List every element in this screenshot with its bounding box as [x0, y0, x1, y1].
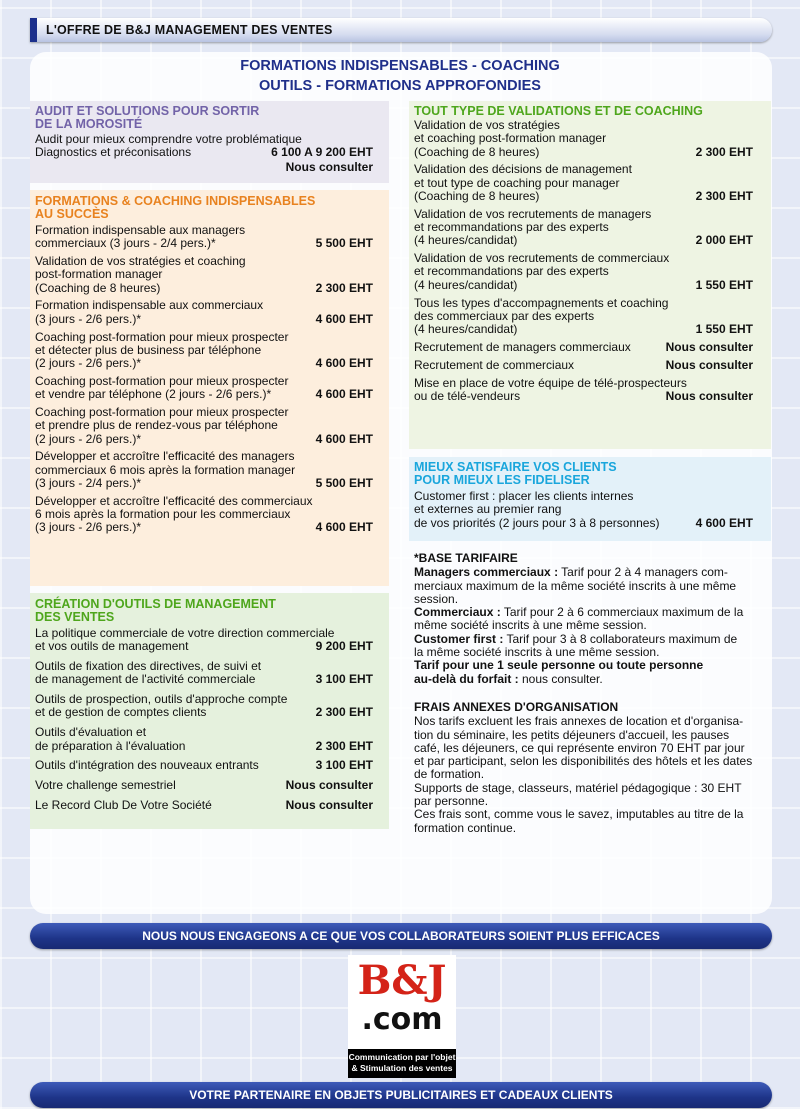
- frais-line: tion du séminaire, les petits déjeuners d'accueil, les pauses: [414, 727, 730, 742]
- audit-line: Audit pour mieux comprendre votre problématique: [35, 132, 302, 146]
- formation-item-text: Formation indispensable aux commerciaux: [35, 298, 264, 313]
- base-text: Tarif pour 2 à 4 managers com-: [558, 565, 728, 580]
- validation-item: [414, 252, 753, 292]
- base-text: Tarif pour 2 à 6 commerciaux maximum de la: [500, 605, 744, 620]
- frais-line: de formation.: [414, 767, 485, 782]
- outils-list: [35, 627, 373, 812]
- outil-item-price: 2 300 EHT: [315, 705, 373, 720]
- validation-item: [414, 377, 753, 404]
- base-single-person: Tarif pour une 1 seule personne ou toute personne: [414, 658, 704, 673]
- validation-item-text: (4 heures/candidat): [414, 233, 518, 248]
- outil-item-text: Outils d'évaluation et: [35, 725, 147, 740]
- base-text: session.: [414, 591, 459, 606]
- validation-item-price: 2 000 EHT: [695, 233, 753, 248]
- base-label-commerciaux: Commerciaux :: [414, 605, 501, 620]
- validation-item-text: Validation de vos recrutements de commerciaux: [414, 251, 670, 266]
- base-beyond-label: au-delà du forfait :: [414, 671, 519, 686]
- formation-item-text: et prendre plus de rendez-vous par téléphone: [35, 418, 278, 433]
- engagement-banner: NOUS NOUS ENGAGEONS A CE QUE VOS COLLABORATEURS SOIENT PLUS EFFICACES: [30, 923, 772, 949]
- validation-item: [414, 341, 753, 354]
- logo-tagline: [348, 1049, 456, 1078]
- outil-item: [35, 660, 373, 687]
- formation-item-text: et détecter plus de business par téléphone: [35, 342, 262, 357]
- validation-item-text: (Coaching de 8 heures): [414, 144, 540, 159]
- outil-item-text: de management de l'activité commerciale: [35, 672, 256, 687]
- validation-item-price: 1 550 EHT: [695, 322, 753, 337]
- validation-item: [414, 163, 753, 203]
- formation-item-price: 5 500 EHT: [315, 476, 373, 491]
- validation-item-price: Nous consulter: [665, 388, 753, 403]
- base-text: nous consulter.: [518, 671, 603, 686]
- validation-item-text: des commerciaux par des experts: [414, 308, 595, 323]
- formation-item-text: Développer et accroître l'efficacité des commerciaux: [35, 493, 313, 508]
- clients-line: et externes au premier rang: [414, 502, 562, 517]
- validation-item-price: Nous consulter: [665, 339, 753, 354]
- bj-logo: [348, 955, 456, 1078]
- validation-item: [414, 297, 753, 337]
- validation-item-price: 1 550 EHT: [695, 277, 753, 292]
- main-heading-line-2: OUTILS - FORMATIONS APPROFONDIES: [259, 78, 541, 94]
- outil-item-text: La politique commerciale de votre direction commerciale: [35, 626, 335, 640]
- outil-item: [35, 627, 373, 654]
- formation-item-text: Coaching post-formation pour mieux prospecter: [35, 373, 289, 388]
- formation-item-text: (3 jours - 2/6 pers.)*: [35, 520, 142, 535]
- validations-box: [409, 101, 771, 449]
- formation-item-text: Développer et accroître l'efficacité des managers: [35, 449, 295, 464]
- clients-line: de vos priorités (2 jours pour 3 à 8 personnes): [414, 515, 660, 530]
- outil-item-price: 3 100 EHT: [315, 758, 373, 773]
- outil-item-text: Outils d'intégration des nouveaux entrants: [35, 758, 259, 773]
- outil-item-text: et vos outils de management: [35, 639, 189, 654]
- outil-item-text: de préparation à l'évaluation: [35, 738, 186, 753]
- frais-line: Supports de stage, classeurs, matériel pédagogique : 30 EHT: [414, 780, 742, 795]
- outil-item-price: 3 100 EHT: [315, 672, 373, 687]
- frais-line: par personne.: [414, 794, 489, 809]
- formation-item-text: 6 mois après la formation pour les commerciaux: [35, 507, 291, 522]
- header-title: L'OFFRE DE B&J MANAGEMENT DES VENTES: [46, 23, 333, 37]
- formation-item-text: (3 jours - 2/4 pers.)*: [35, 476, 142, 491]
- outil-item-text: Outils de prospection, outils d'approche compte: [35, 692, 288, 707]
- validation-item: [414, 119, 753, 159]
- formation-item: [35, 224, 373, 251]
- formation-item: [35, 450, 373, 490]
- validation-item-text: et recommandations par des experts: [414, 220, 609, 235]
- formation-item-price: 2 300 EHT: [315, 280, 373, 295]
- formation-item-price: 5 500 EHT: [315, 236, 373, 251]
- formation-item-price: 4 600 EHT: [315, 356, 373, 371]
- formation-item-text: commerciaux 6 mois après la formation manager: [35, 462, 296, 477]
- logo-tagline-line-2: & Stimulation des ventes: [351, 1063, 453, 1073]
- validation-item: [414, 208, 753, 248]
- outil-item-price: Nous consulter: [285, 778, 373, 793]
- validation-item-text: Validation de vos stratégies: [414, 118, 560, 132]
- clients-line: Customer first : placer les clients internes: [414, 489, 634, 503]
- outil-item-price: 9 200 EHT: [315, 639, 373, 654]
- frais-line: café, les déjeuners, ce qui représente environ 70 EHT par jour: [414, 740, 745, 755]
- validation-item-text: Recrutement de managers commerciaux: [414, 339, 631, 354]
- validation-item-text: ou de télé-vendeurs: [414, 388, 521, 403]
- clients-title-line-2: POUR MIEUX LES FIDELISER: [414, 473, 590, 487]
- formation-item: [35, 495, 373, 535]
- outil-item-text: Outils de fixation des directives, de suivi et: [35, 659, 262, 674]
- audit-line: Diagnostics et préconisations: [35, 145, 192, 160]
- outils-box: [30, 593, 389, 829]
- formation-item: [35, 255, 373, 295]
- partner-banner: VOTRE PARTENAIRE EN OBJETS PUBLICITAIRES ET CADEAUX CLIENTS: [30, 1082, 772, 1108]
- validation-item-text: (4 heures/candidat): [414, 322, 518, 337]
- base-label-managers: Managers commerciaux :: [414, 565, 559, 580]
- formation-item-text: Coaching post-formation pour mieux prospecter: [35, 329, 289, 344]
- logo-brand: B&J: [357, 957, 447, 1004]
- audit-price-consult: Nous consulter: [285, 160, 373, 175]
- validation-item-text: Mise en place de votre équipe de télé-prospecteurs: [414, 375, 687, 390]
- formation-item: [35, 375, 373, 402]
- outil-item: [35, 759, 373, 772]
- outil-item: [35, 693, 373, 720]
- formation-item-price: 4 600 EHT: [315, 387, 373, 402]
- formation-item-text: (3 jours - 2/6 pers.)*: [35, 311, 142, 326]
- validation-item-text: Recrutement de commerciaux: [414, 357, 575, 372]
- audit-title-line-2: DE LA MOROSITÉ: [35, 117, 143, 131]
- validation-item-price: 2 300 EHT: [695, 144, 753, 159]
- logo-domain: .com: [361, 1002, 443, 1037]
- validation-item-text: et recommandations par des experts: [414, 264, 609, 279]
- formation-item-text: (Coaching de 8 heures): [35, 280, 161, 295]
- formations-list: [35, 224, 373, 535]
- clients-title-line-1: MIEUX SATISFAIRE VOS CLIENTS: [414, 460, 617, 474]
- logo-tagline-line-1: Communication par l'objet: [348, 1052, 456, 1062]
- base-text: merciaux maximum de la même société inscrits à une même: [414, 578, 737, 593]
- formation-item-text: Coaching post-formation pour mieux prospecter: [35, 405, 289, 420]
- formation-item: [35, 406, 373, 446]
- base-title: *BASE TARIFAIRE: [414, 551, 518, 565]
- outil-item-price: 2 300 EHT: [315, 738, 373, 753]
- frais-line: Ces frais sont, comme vous le savez, imputables au titre de la: [414, 807, 744, 822]
- validation-item-text: et tout type de coaching pour manager: [414, 175, 620, 190]
- base-label-customer-first: Customer first :: [414, 631, 504, 646]
- outil-item-text: et de gestion de comptes clients: [35, 705, 207, 720]
- main-heading-line-1: FORMATIONS INDISPENSABLES - COACHING: [240, 58, 560, 74]
- validation-item-text: (4 heures/candidat): [414, 277, 518, 292]
- formation-item-text: post-formation manager: [35, 267, 163, 282]
- outil-item-text: Votre challenge semestriel: [35, 778, 176, 793]
- validation-item-text: Validation de vos recrutements de managers: [414, 206, 652, 221]
- formation-item-text: (2 jours - 2/6 pers.)*: [35, 431, 142, 446]
- formation-item-text: (2 jours - 2/6 pers.)*: [35, 356, 142, 371]
- clients-box: [409, 457, 771, 541]
- validation-item-text: Tous les types d'accompagnements et coaching: [414, 295, 669, 310]
- outil-item: [35, 726, 373, 753]
- formations-title-line-1: FORMATIONS & COACHING INDISPENSABLES: [35, 194, 316, 208]
- frais-line: formation continue.: [414, 820, 517, 835]
- outils-title-line-1: CRÉATION D'OUTILS DE MANAGEMENT: [35, 597, 276, 611]
- audit-box: [30, 101, 389, 183]
- validation-item-text: (Coaching de 8 heures): [414, 188, 540, 203]
- validation-item-price: 2 300 EHT: [695, 188, 753, 203]
- validation-item-text: et coaching post-formation manager: [414, 131, 607, 146]
- header-bar: [30, 18, 772, 42]
- outil-item-price: Nous consulter: [285, 797, 373, 812]
- frais-list: [414, 715, 763, 835]
- formations-box: [30, 190, 389, 586]
- clients-price: 4 600 EHT: [695, 515, 753, 530]
- outil-item-text: Le Record Club De Votre Société: [35, 797, 212, 812]
- frais-line: Nos tarifs excluent les frais annexes de location et d'organisa-: [414, 714, 744, 729]
- formations-title-line-2: AU SUCCÈS: [35, 207, 109, 221]
- validation-item: [414, 359, 753, 372]
- formation-item-text: Validation de vos stratégies et coaching: [35, 254, 246, 269]
- formation-item-text: Formation indispensable aux managers: [35, 223, 246, 237]
- base-tarifaire-section: [414, 552, 763, 835]
- frais-title: FRAIS ANNEXES D'ORGANISATION: [414, 699, 619, 714]
- validations-title: TOUT TYPE DE VALIDATIONS ET DE COACHING: [414, 104, 703, 118]
- outils-title-line-2: DES VENTES: [35, 610, 115, 624]
- base-text: même société inscrits à une même session.: [414, 618, 647, 633]
- formation-item-price: 4 600 EHT: [315, 431, 373, 446]
- validation-item-price: Nous consulter: [665, 357, 753, 372]
- validations-list: [414, 119, 753, 403]
- base-text: Tarif pour 3 à 8 collaborateurs maximum de: [503, 631, 738, 646]
- outil-item: [35, 799, 373, 812]
- header-accent: [30, 18, 37, 42]
- formation-item-text: et vendre par téléphone (2 jours - 2/6 pers.)*: [35, 387, 272, 402]
- audit-price-range: 6 100 A 9 200 EHT: [271, 145, 373, 160]
- formation-item-price: 4 600 EHT: [315, 311, 373, 326]
- outil-item: [35, 779, 373, 792]
- audit-title-line-1: AUDIT ET SOLUTIONS POUR SORTIR: [35, 104, 260, 118]
- formation-item-price: 4 600 EHT: [315, 520, 373, 535]
- frais-line: et par participant, selon les disponibilités des hôtels et les dates: [414, 754, 753, 769]
- formation-item: [35, 299, 373, 326]
- validation-item-text: Validation des décisions de management: [414, 162, 632, 177]
- formation-item: [35, 331, 373, 371]
- base-text: la même société inscrits à une même session.: [414, 645, 660, 660]
- formation-item-text: commerciaux (3 jours - 2/4 pers.)*: [35, 236, 216, 251]
